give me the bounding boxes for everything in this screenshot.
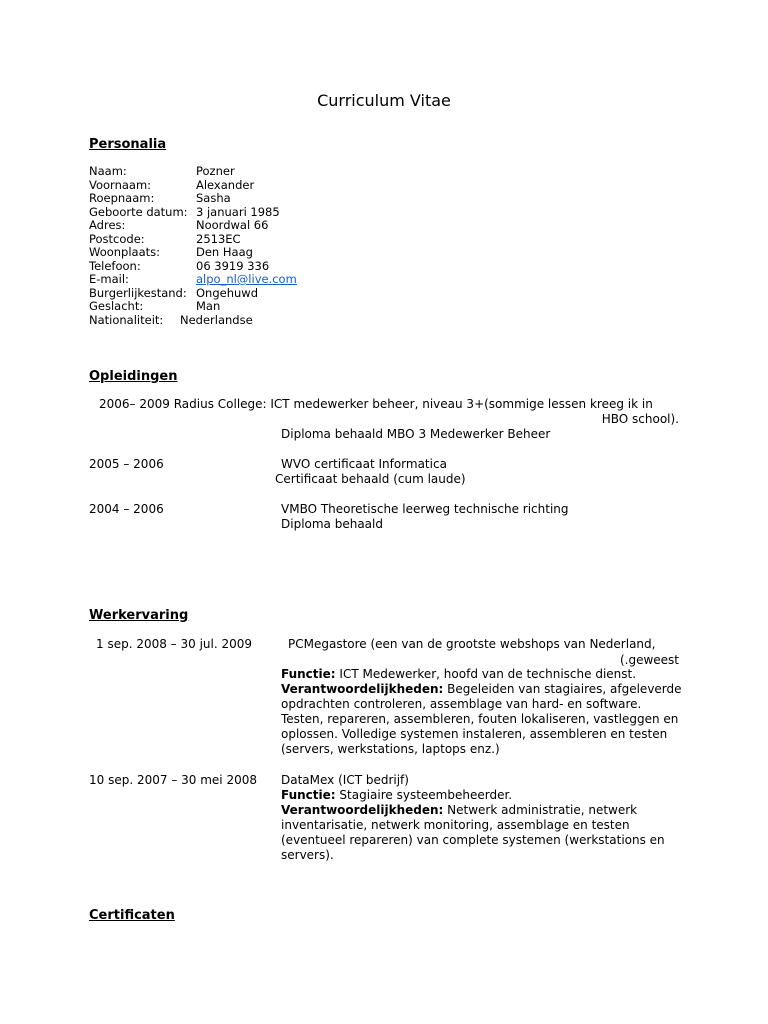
job-2-date: 10 sep. 2007 – 30 mei 2008 [89,773,257,787]
label-email: E-mail: [89,272,129,286]
job-2-functie-label: Functie: [281,788,336,802]
education-2-date: 2005 – 2006 [89,457,164,471]
job-2-company: DataMex (ICT bedrijf) [281,773,409,787]
job-2-functie [281,788,676,803]
job-1-functie-label: Functie: [281,667,336,681]
education-1-line-1: 2006– 2009 Radius College: ICT medewerker beheer, niveau 3+(sommige lessen kreeg ik in [99,397,653,411]
email-link[interactable]: alpo_nl@live.com [196,272,297,286]
value-woonplaats: Den Haag [196,245,253,259]
value-voornaam: Alexander [196,177,255,192]
job-1-company-cont: (.geweest [619,653,679,667]
value-adres: Noordwal 66 [196,218,269,232]
job-1-resp-text: Begeleiden van stagiaires, afgeleverde opdrachten controleren, assemblage van hard- en software. Testen, repareren, assembleren, fouten lokaliseren, vastleggen en oplossen. Volledige systemen instaleren, assembleren en testen (servers, werkstations, laptops enz.) [281,682,682,756]
value-naam: Pozner [196,164,235,178]
job-2-resp-label: Verantwoordelijkheden: [281,803,444,817]
education-3-date: 2004 – 2006 [89,502,164,516]
value-geboortedatum: 3 januari 1985 [196,204,280,219]
label-geslacht: Geslacht: [89,299,144,313]
document-title: Curriculum Vitae [317,91,451,110]
job-2-functie-text: Stagiaire systeembeheerder. [335,788,513,802]
value-burgerlijkestand: Ongehuwd [196,285,258,300]
label-telefoon: Telefoon: [89,258,141,273]
job-2-details [281,773,676,863]
value-postcode: 2513EC [196,231,241,246]
job-2-responsibilities [281,803,676,863]
label-voornaam: Voornaam: [89,177,152,192]
job-1-responsibilities [281,682,683,757]
education-1-line-2: HBO school). [601,412,679,426]
label-naam: Naam: [89,164,127,178]
value-telefoon: 06 3919 336 [196,258,270,273]
education-1-line-3: Diploma behaald MBO 3 Medewerker Beheer [281,427,551,441]
opleidingen-heading: Opleidingen [89,369,178,384]
value-nationaliteit: Nederlandse [180,312,253,327]
job-1-details [281,667,683,757]
job-2-resp-text: Netwerk administratie, netwerk inventarisatie, netwerk monitoring, assemblage en testen (eventueel repareren) van complete systemen (werkstations en servers). [281,803,665,862]
personalia-heading: Personalia [89,137,167,152]
education-3-line-1: VMBO Theoretische leerweg technische richting [281,502,569,516]
job-1-date: 1 sep. 2008 – 30 jul. 2009 [96,637,253,651]
value-roepnaam: Sasha [196,191,231,205]
value-geslacht: Man [196,299,221,313]
job-1-company: PCMegastore (een van de grootste webshops van Nederland, [288,637,656,651]
job-1-functie [281,667,683,682]
label-geboortedatum: Geboorte datum: [89,204,188,219]
label-adres: Adres: [89,218,126,232]
education-3-line-2: Diploma behaald [281,517,383,531]
education-2-line-1: WVO certificaat Informatica [281,457,447,471]
job-1-functie-text: ICT Medewerker, hoofd van de technische dienst. [335,667,637,681]
label-roepnaam: Roepnaam: [89,191,155,205]
education-2-line-2: Certificaat behaald (cum laude) [275,472,466,486]
werkervaring-heading: Werkervaring [89,608,189,623]
job-1-resp-label: Verantwoordelijkheden: [281,682,444,696]
label-nationaliteit: Nationaliteit: [89,312,164,327]
label-postcode: Postcode: [89,231,145,246]
label-burgerlijkestand: Burgerlijkestand: [89,285,187,300]
label-woonplaats: Woonplaats: [89,245,161,259]
certificaten-heading: Certificaten [89,908,175,923]
